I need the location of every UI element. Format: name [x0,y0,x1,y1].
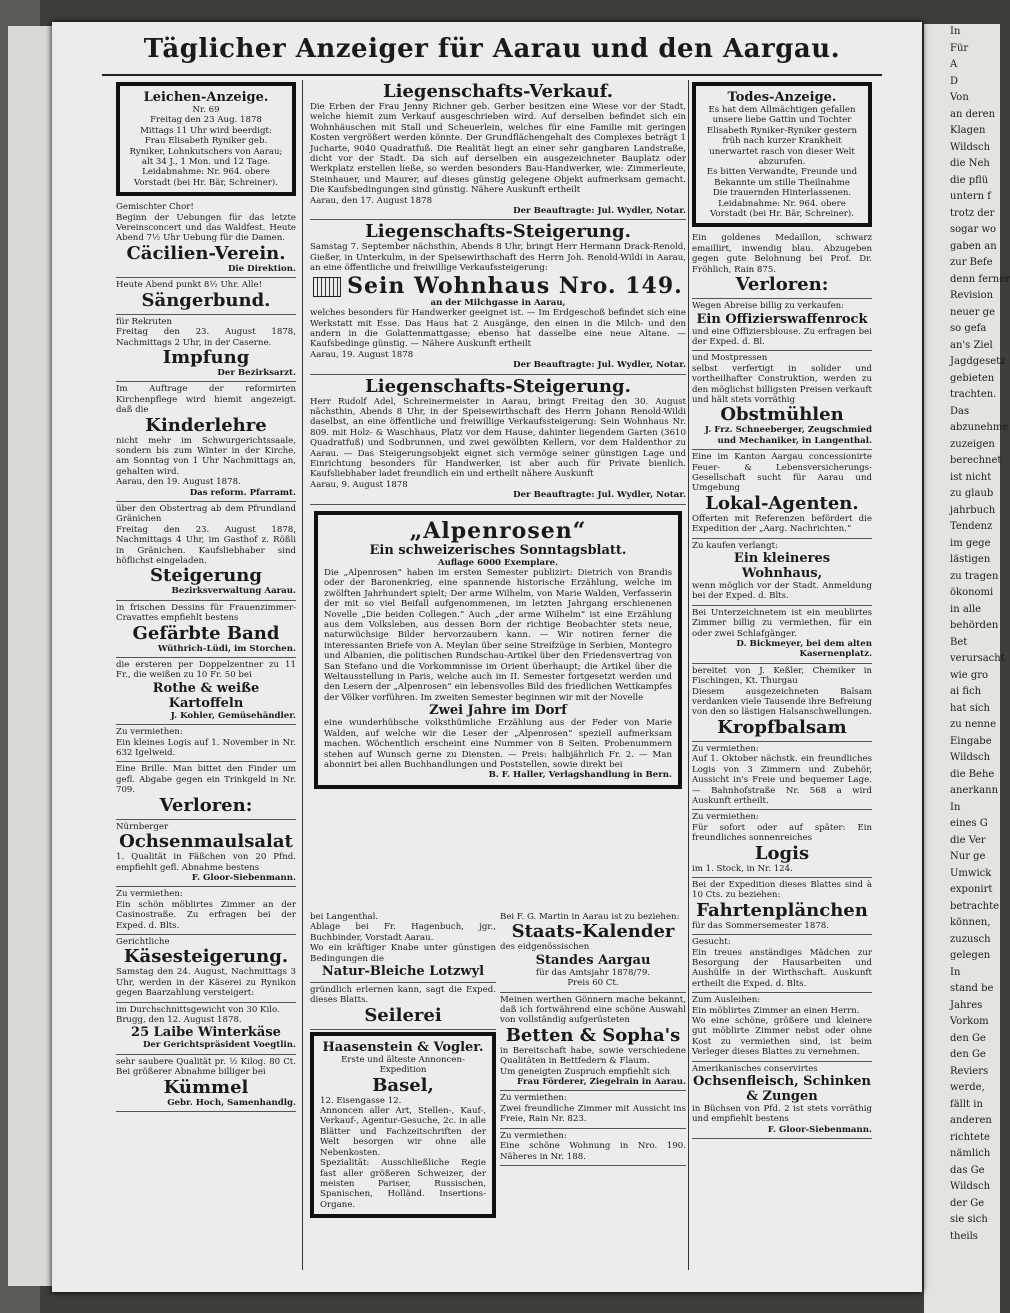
advert [692,742,872,810]
advert-verkauf [310,80,686,220]
advert-line: Die trauernden Hinterlassenen. [712,188,852,199]
right-page-line: Für [950,42,969,54]
right-page-line: behörden [950,620,999,631]
advert-title: Ein Offizierswaffenrock [696,311,868,327]
advert-signature: Der Gerichtspräsident Voegtlin. [142,1040,296,1051]
advert-title: Kümmel [163,1076,249,1098]
right-page-line: Jagdgesetz [950,356,1006,367]
advert [310,910,496,983]
right-page-line: Bet [950,636,968,648]
advert-title: Käsesteigerung. [123,946,289,968]
advert-signature: J. Frz. Schneeberger, Zeugschmied und Mechaniker, in Langenthal. [704,425,872,446]
advert-line: Eine schöne Wohnung in Nro. 190. Näheres in Nr. 188. [500,1141,686,1162]
advert-title: Kropfbalsam [717,716,847,738]
advert-line: 12. Eisengasse 12. [320,1095,402,1106]
advert-line: Samstag den 24. August, Nachmittags 3 Uhr, werden in der Käserei zu Rynikon gegen Baarzahlung versteigert: [116,967,296,999]
right-page-line: eines G [950,818,988,829]
right-page-line: sogar wo [950,224,997,235]
advert-signature: Der Beauftragte: Jul. Wydler, Notar. [513,490,686,501]
right-page-line: Reviers [950,1065,989,1077]
advert-headline: Sein Wohnhaus Nro. 149. [310,274,686,298]
right-page-line: richtete [950,1131,990,1143]
column-middle [310,80,686,1280]
advert-line: im Durchschnittsgewicht von 30 Kilo. [116,1004,280,1015]
advert-line: Aarau, den 19. August 1878. [116,477,241,488]
advert-title: Kinderlehre [145,414,267,436]
advert [116,382,296,502]
advert-line: Zu vermiethen: [116,889,183,900]
right-page-line: der Ge [950,1197,985,1209]
advert-line: Gesucht: [692,937,731,948]
right-page-line: Klagen [950,125,986,136]
right-page-line: Vorkom [950,1016,989,1027]
right-page-line: lästigen [950,554,991,565]
advert [116,82,296,196]
right-page-line: Revision [950,290,994,301]
advert-line: in Bereitschaft habe, sowie verschiedene Qualitäten in Bettfedern & Flaum. [500,1045,686,1067]
advert-date: Aarau, 19. August 1878 [310,349,414,360]
right-page-line: D [950,75,959,87]
advert-line: sehr saubere Qualität pr. ½ Kilog. 80 Ct. Bei größerer Abnahme billiger bei [116,1056,296,1078]
advert-line: für das Amtsjahr 1878/79. [535,967,651,978]
advert-signature: Der Beauftragte: Jul. Wydler, Notar. [513,360,686,371]
column-rule [302,80,303,1270]
advert [692,1062,872,1140]
masthead-rule [102,74,882,76]
advert [116,278,296,314]
right-page-line: in alle [950,603,982,615]
right-page-line: untern f [950,191,991,202]
right-page-line: an deren [950,108,996,120]
advert-line: bei Langenthal. [310,912,379,922]
right-page-line: im gege [950,537,991,549]
advert [116,1003,296,1055]
advert-line: gründlich erlernen kann, sagt die Exped. dieses Blatts. [310,985,496,1006]
advert-auflage: Auflage 6000 Exemplare. [437,557,559,568]
advert [500,910,686,993]
right-page-line: ai fich [950,686,982,697]
advert-title: Todes-Anzeige. [727,90,837,105]
right-page-line: hat sich [950,702,990,714]
advert-line: Preis 60 Ct. [567,978,619,989]
advert-line: 1. Qualität in Fäßchen von 20 Pfnd. empfiehlt gefl. Abnahme bestens [116,852,296,873]
advert-title: Liegenschafts-Steigerung. [365,375,631,397]
advert-title: Seilerei [364,1004,442,1026]
advert-line: Brugg, den 12. August 1878. [116,1014,242,1025]
right-page-line: zur Befe [950,257,993,268]
column-middle-left [310,910,496,1222]
advert [116,601,296,658]
advert-line: Beginn der Uebungen für das letzte Vereinsconcert und das Waldfest. Heute Abend 7½ Uhr Uebung für die Damen. [116,212,296,244]
right-page-line: exponirt [950,884,993,895]
advert-steigerung-809 [310,375,686,505]
advert-line: Bei F. G. Martin in Aarau ist zu beziehen: [500,912,680,922]
advert-line: Nr. 69 [192,105,220,115]
advert-line: Zu vermiethen: [500,1093,567,1104]
advert-title: Rothe & weiße Kartoffeln [152,680,260,711]
advert [116,935,296,1003]
advert-signature: J. Kohler, Gemüsehändler. [170,710,296,721]
advert-alpenrosen [314,511,682,789]
right-page-line: sie sich [950,1214,988,1225]
right-page-line: wie gro [950,669,989,681]
advert-date: Aarau, den 17. August 1878 [310,195,433,206]
masthead: Täglicher Anzeiger für Aarau und den Aargau. [143,34,841,64]
advert-signature: B. F. Haller, Verlagshandlung in Bern. [488,770,672,781]
right-page-line: trachten. [950,389,997,400]
right-page-line: die Neh [950,158,990,169]
advert-body: Die „Alpenrosen“ haben im ersten Semester publizirt: Dietrich von Brandis oder der Baronenkrieg, eine spannende historische Erzählung, welche im zwölften Jahrhundert spielt; Der arme Wilhelm, von Marie Walden, Verfasserin der mit so viel Beifall aufgenommenen, im letzten Jahrgang erschienenen Novelle „Die beiden Collegen.“ Auch „der arme Wilhelm“ ist eine Erzählung aus dem Volksleben, aus dessen Born der richtige Beobachter stets neue, naturwüchsige Bilder hervorzaubern kann. — Wir notiren ferner die interessanten Briefe von A. Meylan über seine Streifzüge in Serbien, Montegro und Albanien, die politischen Rundschau-Artikel über den Friedensvertrag von San Stefano und die Vorkommnisse im Orient überhaupt; die Artikel über die Weltausstellung in Paris, welche auch im II. Semester fortgesetzt werden und den Lesern der „Alpenrosen“ ein lebensvolles Bild des friedlichen Wettkampfes der Völker vorführen. Im zweiten Semester beginnen wir mit der Novelle [324,568,672,703]
right-page-line: ökonomi [950,587,994,598]
advert-line: Diesem ausgezeichneten Balsam verdanken viele Tausende ihre Befreiung von den so lästigen Halsanschwellungen. [692,686,872,718]
right-page-line: die Ver [950,834,986,846]
advert-line: über den Obstertrag ab dem Pfrundland Gränichen [116,503,296,525]
advert [500,1129,686,1166]
advert [116,887,296,935]
advert [692,450,872,538]
advert-line: Für sofort oder auf später: Ein freundliches sonnenreiches [692,822,872,844]
advert [692,993,872,1061]
right-page-line: neuer ge [950,306,995,318]
advert [692,539,872,606]
right-page-line: zu nenne [950,719,997,730]
advert-line: Um geneigten Zuspruch empfiehlt sich [500,1066,671,1077]
advert [692,810,872,878]
advert [692,878,872,935]
right-page-line: jahrbuch [950,504,996,516]
right-page-line: Nur ge [950,851,986,862]
advert [692,351,872,450]
right-page-line: Eingabe [950,735,992,747]
advert [692,935,872,993]
right-page-line: Tendenz [950,521,993,532]
right-page-line: fällt in [950,1098,983,1110]
right-page-line: stand be [950,983,994,994]
advert-body: Die Erben der Frau Jenny Richner geb. Gerber besitzen eine Wiese vor der Stadt, welche hiemit zum Verkauf ausgeschrieben wird. Auf derselben befindet sich ein Wohnhäuschen mit Stall und Scheuerlein, welches für eine Familie mit geringen Kosten vergrößert werden könnte. Der Grundflächengehalt des Complexes beträgt 1 Jucharte, 9040 Quadratfuß. Die Realität liegt an einer sehr gangbaren Landstraße, dicht vor der Stadt. Da sich auf derselben ein ausgezeichneter Bauplatz oder Werkplatz erstellen ließe, so werden besonders Bau-Handwerker, wie: Zimmerleute, Steinhauer, und Maurer, auf dieses günstig gelegene Objekt aufmerksam gemacht. Die Kaufsbedingungen sind günstig. Nähere Auskunft ertheilt [310,102,686,196]
advert [116,725,296,762]
advert-line: Wo eine schöne, größere und kleinere gut möblirte Zimmer nebst oder ohne Kost zu vermiethen sind, ist beim Verleger dieses Blattes zu vernehmen. [692,1016,872,1058]
advert [116,1055,296,1112]
advert-signature: Der Bezirksarzt. [217,367,296,378]
advert-line: Zu vermiethen: [500,1130,567,1141]
advert-line: Heute Abend punkt 8½ Uhr. Alle! [116,280,263,291]
advert-line: in frischen Dessins für Frauenzimmer-Cravattes empfiehlt bestens [116,602,296,624]
advert-sub: Ein schweizerisches Sonntagsblatt. [369,542,627,558]
right-page-line: Wildsch [950,752,991,763]
advert-line: Es bitten Verwandte, Freunde und Bekannte um stille Theilnahme [706,167,858,188]
right-page-line: das Ge [950,1164,985,1176]
right-page-line: In [950,966,961,978]
advert-line: Ein kleines Logis auf 1. November in Nr. 632 Igelweid. [116,737,296,759]
right-page-line: Umwick [950,867,992,879]
advert-line: Freitag den 23. August 1878, Nachmittags 2 Uhr, in der Caserne. [116,327,296,348]
advert-date: Aarau, 9. August 1878 [310,479,408,490]
advert-title: 25 Laibe Winterkäse [131,1025,281,1041]
advert-signature: Der Beauftragte: Jul. Wydler, Notar. [513,206,686,217]
advert-line: Frau Elisabeth Ryniker geb. Ryniker, Lohnkutschers von Aarau; alt 34 J., 1 Mon. und 12 Tage. Leidabnahme: Nr. 964. obere Vorstadt (bei Hr. Bär, Schreiner). [129,136,283,188]
advert-line: Zwei freundliche Zimmer mit Aussicht ins Freie, Rain Nr. 823. [500,1103,686,1125]
advert-title: Sängerbund. [141,289,271,311]
advert-line: Ein treues anständiges Mädchen zur Besorgung der Hausarbeiten und Aushülfe in der Wirthschaft. Auskunft ertheilt die Exped. d. Blts. [692,947,872,989]
advert [692,82,872,227]
advert-title: Ochsenfleisch, Schinken & Zungen [692,1074,871,1105]
advert [692,299,872,351]
advert-line: nicht mehr im Schwurgerichtssaale, sondern bis zum Winter in der Kirche, am Sonntag von 1 Uhr Nachmittags an, gehalten wird. [116,435,296,477]
advert [116,502,296,601]
advert-line: Zu vermiethen: [692,743,759,754]
advert-line: Bei der Expedition dieses Blattes sind à 10 Cts. zu beziehen: [692,879,872,901]
advert-body: welches besonders für Handwerker geeignet ist. — Im Erdgeschoß befindet sich eine Werkstatt mit Esse. Das Haus hat 2 Ausgänge, den einen in die Milch- und den andern in die Golattenmattgasse; ebenso hat dasselbe eine neue Altane. — Kaufsbedinge günstig. — Nähere Auskunft ertheilt [310,308,686,350]
right-page-line: an's Ziel [950,339,993,351]
column-left [116,80,296,1280]
advert-line: die ersteren per Doppelzentner zu 11 Fr., die weißen zu 10 Fr. 50 bei [116,660,296,681]
right-page-line: theils [950,1230,978,1242]
column-middle-right [500,910,686,1166]
advert-signature: F. Gloor-Siebenmann. [191,872,296,883]
advert [692,231,872,299]
advert-line: für Rekruten [116,316,173,327]
advert-line: und eine Offiziersblouse. Zu erfragen bei der Exped. d. Bl. [692,326,872,347]
advert-line: Nürnberger [116,821,169,832]
advert-line: Freitag den 23. August 1878, Nachmittags 4 Uhr, im Gasthof z. Rößli in Gränichen. Kaufsliebhaber sind höflichst eingeladen. [116,524,296,566]
advert-line: Gerichtliche [116,936,170,947]
right-page-line: zuzusch [950,933,991,945]
right-page-line: werde, [950,1082,985,1093]
advert-line: Eine im Kanton Aargau concessionirte Feuer- & Lebensversicherungs-Gesellschaft sucht für Aarau und Umgebung [692,452,872,494]
advert-line: Zum Ausleihen: [692,995,761,1006]
advert-line: Annoncen aller Art, Stellen-, Kauf-, Verkauf-, Agentur-Gesuche, 2c. in alle Blätter und Fachzeitschriften der Welt besorgen wir ohne alle Nebenkosten. [320,1106,486,1158]
right-page-line: zu tragen [950,570,999,582]
right-page-line: zuzeigen [950,438,995,450]
right-page-line: den Ge [950,1049,986,1060]
advert-line: Es hat dem Allmächtigen gefallen unsere liebe Gattin und Tochter Elisabeth Ryniker-Ryniker gestern früh nach kurzer Krankheit unerwartet rasch von dieser Welt abzurufen. [706,105,858,168]
advert [692,664,872,742]
right-page-line: verursacht [950,653,1005,664]
advert-title: Ochsenmaulsalat [119,831,293,853]
right-page-line: die Behe [950,768,995,780]
advert-signature: Gebr. Hoch, Samenhandlg. [167,1097,296,1108]
right-page-line: In [950,26,961,37]
advert-title: Liegenschafts-Steigerung. [365,221,631,243]
advert-intro: Samstag 7. September nächsthin, Abends 8 Uhr, bringt Herr Hermann Drack-Renold, Gießer, in Unterkulm, in der Speisewirthschaft des Herrn Joh. Renold-Wildi in Aarau, an eine öffentliche und freiwillige Verkaufssteigerung: [310,242,686,274]
advert-title: Obstmühlen [720,404,844,426]
advert-line: bereitet von J. Keßler, Chemiker in Fischingen, Kt. Thurgau [692,665,872,687]
advert-title: Haasenstein & Vogler. [322,1039,484,1055]
right-page-line: so gefa [950,323,987,334]
advert-line: Leidabnahme: Nr. 964. obere Vorstadt (bei Hr. Bär, Schreiner). [710,198,854,220]
right-page-line: denn ferner [950,273,1010,285]
advert-signature: D. Bickmeyer, bei dem alten Kasernenplatz. [736,639,872,660]
advert-line: in Büchsen von Pfd. 2 ist stets vorräthig und empfiehlt bestens [692,1104,872,1125]
advert-signature: Die Direktion. [227,263,296,274]
right-page-line: Jahres [950,999,983,1011]
advert-line: Bei Unterzeichnetem ist ein meublirtes Zimmer billig zu vermiethen, für ein oder zwei Schlafgänger. [692,607,872,639]
right-page-line: Wildsch [950,1181,991,1192]
right-page-line: die pflü [950,174,989,186]
advert-title: Natur-Bleiche Lotzwyl [321,964,485,980]
advert-line: Ein goldenes Medaillon, schwarz emaillirt, inwendig blau. Abzugeben gegen gute Belohnung bei Prof. Dr. Fröhlich, Rain 875. [692,233,872,275]
advert-line: selbst verfertigt in solider und vortheilhafter Construktion, werden zu den möglichst billigsten Preisen verkauft und hält stets vorräthig [692,363,872,405]
advert-line: Offerten mit Referenzen befördert die Expedition der „Aarg. Nachrichten.“ [692,513,872,535]
advert-line: Spezialität: Ausschließliche Regie fast aller größeren Schweizer, der meisten Pariser, Russischen, Spanischen, Holländ. Insertions-Organe. [320,1158,486,1210]
advert-title: Cäcilien-Verein. [126,242,286,264]
advert-signature: Frau Förderer, Ziegelrain in Aarau. [517,1077,686,1088]
right-page-line: betrachte [950,900,1000,912]
right-page-line: abzunehme [950,422,1009,433]
advert-line: wenn möglich vor der Stadt. Anmeldung bei der Exped. d. Blts. [692,581,872,602]
advert-line: Gemischter Chor! [116,202,194,213]
advert-line: Im Auftrage der reformirten Kirchenpflege wird hiemit angezeigt. daß die [116,384,296,416]
right-page-line: nämlich [950,1148,991,1159]
column-right [692,80,872,1280]
advert-line: Zu vermiethen: [692,812,759,823]
right-page-line: können, [950,917,991,928]
advert-title: Leichen-Anzeige. [143,90,269,105]
right-page-line: A [950,59,958,70]
advert-line: Wegen Abreise billig zu verkaufen: [692,301,845,312]
right-page-line: zu glaub [950,488,994,499]
advert-line: Meinen werthen Gönnern mache bekannt, daß ich fortwährend eine schöne Auswahl von vollständig aufgerüsteten [500,994,686,1026]
advert-title: Ein kleineres Wohnhaus, [733,551,831,581]
advert-steigerung-149 [310,220,686,374]
page-edge [8,26,57,1286]
right-page-fragment [924,24,1010,1313]
advert [310,983,496,1030]
advert [116,820,296,888]
advert [116,658,296,725]
right-page-line: gelegen [950,950,991,961]
advert [500,993,686,1092]
advert [500,1091,686,1128]
advert-line: des eidgenössischen [500,942,590,953]
right-page-line: den Ge [950,1032,986,1044]
right-page-line: Von [950,92,969,103]
advert-signature: Wüthrich-Lüdi, im Storchen. [157,643,296,654]
right-page-line: anderen [950,1115,992,1126]
advert-line: Eine Brille. Man bittet den Finder um gefl. Abgabe gegen ein Trinkgeld in Nr. 709. [116,764,296,796]
right-page-line: In [950,801,961,813]
advert-big: Basel, [372,1074,434,1096]
advert-title: Logis [754,842,810,864]
right-page-line: anerkann [950,785,999,796]
right-page-line: trotz der [950,207,995,219]
advert [116,762,296,819]
advert-line: Wo ein kräftiger Knabe unter günstigen Bedingungen die [310,943,496,964]
advert-title: Fahrtenplänchen [696,899,868,921]
column-rule [688,80,689,1270]
advert-line: Auf 1. Oktober nächstk. ein freundliches Logis von 3 Zimmern und Zubehör, Aussicht in's Freie und bequemer Lage. — Bahnhofstraße Nr. 568 a wird Auskunft ertheilt. [692,754,872,806]
house-icon [313,277,341,297]
advert-big: Standes Aargau [535,952,651,968]
advert-line: Ein möblirtes Zimmer an einen Herrn. [692,1005,860,1016]
advert-body-2: eine wunderhübsche volksthümliche Erzählung aus der Feder von Marie Walden, auf welche wir die Leser der „Alpenrosen“ speziell aufmerksam machen. Wöchentlich erscheint eine Nummer von 8 Seiten. Probenummern stehen auf Wunsch gerne zu Diensten. — Preis: halbjährlich Fr. 2. — Man abonnirt bei allen Buchhandlungen und Poststellen, sowie direkt bei [324,718,672,770]
advert-title: Liegenschafts-Verkauf. [382,81,614,102]
advert-title: Gefärbte Band [132,622,280,644]
advert-novelle: Zwei Jahre im Dorf [429,703,567,719]
advert-line: Zu vermiethen: [116,727,183,738]
advert-signature: Bezirksverwaltung Aarau. [171,586,296,597]
advert-title: Betten & Sopha's [505,1024,681,1046]
advert [310,1032,496,1218]
advert-line: für das Sommersemester 1878. [692,920,829,931]
advert [692,606,872,664]
right-page-line: ist nicht [950,471,992,483]
advert-title: Impfung [162,346,250,368]
advert-signature: F. Gloor-Siebenmann. [767,1124,872,1135]
advert-sub: an der Milchgasse in Aarau, [430,297,566,308]
advert [116,200,296,278]
advert-title: Staats-Kalender [511,921,675,943]
right-page-line: gaben an [950,240,997,252]
right-page-line: gebieten [950,372,995,384]
advert-line: im 1. Stock, in Nr. 124. [692,863,793,874]
advert [116,315,296,383]
advert-line: Ablage bei Fr. Hagenbuch, jgr., Buchbinder, Vorstadt Aarau. [310,922,496,943]
advert-title: Steigerung [150,565,262,587]
advert-title: Lokal-Agenten. [705,492,859,514]
right-page-line: berechnet [950,455,1002,466]
advert-line: Zu kaufen verlangt: [692,540,778,551]
advert-line: Amerikanisches conservirtes [692,1063,818,1074]
advert-signature: Das reform. Pfarramt. [189,487,296,498]
advert-line: und Mostpressen [692,353,768,364]
right-page-line: Das [950,405,970,417]
newspaper-page [52,22,922,1292]
advert-line: Erste und älteste Annoncen-Expedition [341,1054,465,1076]
right-page-line: Wildsch [950,141,991,153]
advert-line: Ein schön möblirtes Zimmer an der Casinostraße. Zu erfragen bei der Exped. d. Blts. [116,899,296,931]
advert-title: Verloren: [735,274,829,296]
advert-line: Mittags 11 Uhr wird beerdigt: [140,125,272,136]
advert-body: Herr Rudolf Adel, Schreinermeister in Aarau, bringt Freitag den 30. August nächsthin, Abends 8 Uhr, in der Speisewirthschaft des Herrn Johann Renold-Wildi daselbst, an eine öffentliche und freiwillige Verkaufssteigerung: Sein Wohnhaus Nr. 809. mit Holz- & Waschhaus, Platz vor dem Hause, dahinter liegendem Garten (3610 Quadratfuß) und Sodbrunnen, und zwei gewölbten Kellern, vor dem Haldenthor zu Aarau. — Das Steigerungsobjekt eignet sich vermöge seiner günstigen Lage und Einrichtung besonders für Handwerker, ist aber auch für Private bienlich. Kaufsliebhaber ladet freundlich ein und ertheilt nähere Auskunft [310,396,686,480]
advert-line: Freitag den 23 Aug. 1878 [150,115,262,126]
advert-title: „Alpenrosen“ [409,517,587,544]
advert-title: Verloren: [159,794,253,816]
